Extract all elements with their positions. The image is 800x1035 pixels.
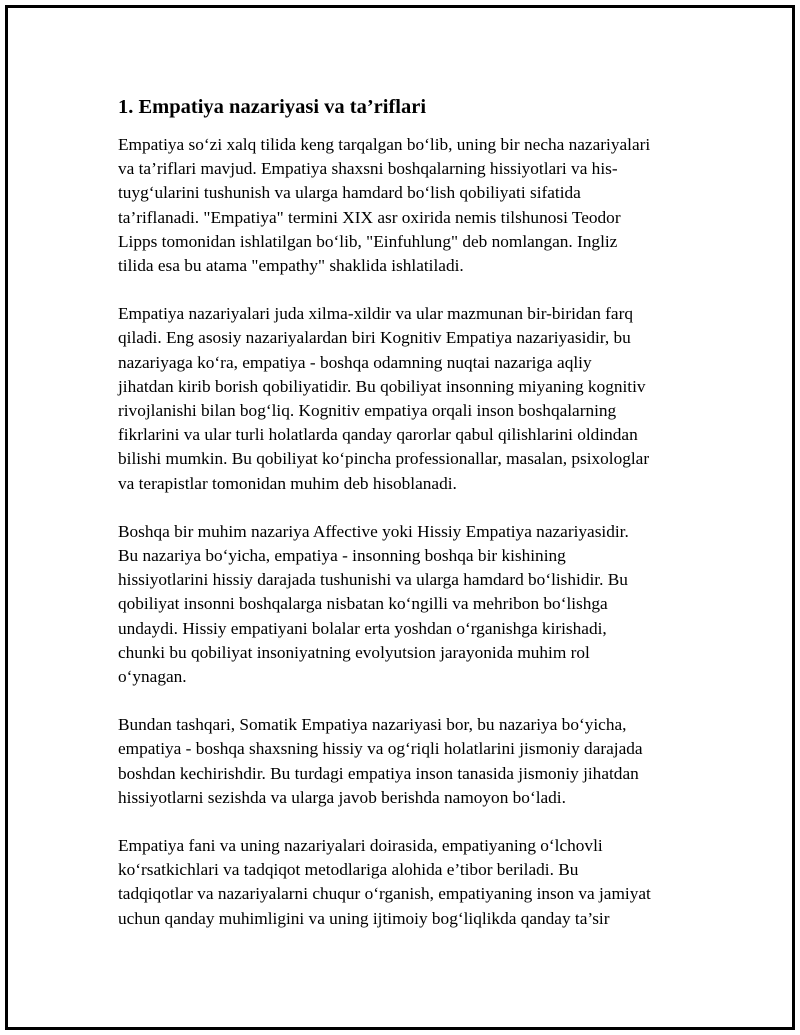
text-line: Empatiya nazariyalari juda xilma-xildir va ular mazmunan bir-biridan farq bbox=[118, 304, 634, 324]
text-line: fikrlarini va ular turli holatlarda qanday qarorlar qabul qilishlarini oldindan bbox=[118, 425, 638, 445]
section-heading: 1. Empatiya nazariyasi va ta’riflari bbox=[118, 96, 427, 118]
text-line: uchun qanday muhimligini va uning ijtimoiy bog‘liqlikda qanday ta’sir bbox=[118, 908, 610, 928]
text-line: tadqiqotlar va nazariyalarni chuqur o‘rganish, empatiyaning inson va jamiyat bbox=[118, 884, 651, 904]
text-line: Lipps tomonidan ishlatilgan bo‘lib, "Einfuhlung" deb nomlangan. Ingliz bbox=[118, 231, 618, 251]
text-line: ko‘rsatkichlari va tadqiqot metodlariga alohida e’tibor beriladi. Bu bbox=[118, 860, 579, 880]
text-line: Empatiya fani va uning nazariyalari doirasida, empatiyaning o‘lchovli bbox=[118, 836, 603, 856]
text-line: Bu nazariya bo‘yicha, empatiya - insonning boshqa bir kishining bbox=[118, 546, 566, 566]
text-line: empatiya - boshqa shaxsning hissiy va og‘riqli holatlarini jismoniy darajada bbox=[118, 739, 643, 759]
text-line: chunki bu qobiliyat insoniyatning evolyutsion jarayonida muhim rol bbox=[118, 642, 590, 662]
text-line: qobiliyat insonni boshqalarga nisbatan ko‘ngilli va mehribon bo‘lishga bbox=[118, 594, 608, 614]
text-line: Bundan tashqari, Somatik Empatiya nazariyasi bor, bu nazariya bo‘yicha, bbox=[118, 715, 627, 735]
paragraph bbox=[118, 713, 686, 810]
text-line: tuyg‘ularini tushunish va ularga hamdard bo‘lish qobiliyati sifatida bbox=[118, 183, 581, 203]
text-line: va ta’riflari mavjud. Empatiya shaxsni boshqalarning hissiyotlari va his- bbox=[118, 159, 618, 179]
text-line: rivojlanishi bilan bog‘liq. Kognitiv empatiya orqali inson boshqalarning bbox=[118, 401, 617, 421]
document-body bbox=[118, 94, 686, 955]
paragraph bbox=[118, 133, 686, 278]
text-line: jihatdan kirib borish qobiliyatidir. Bu qobiliyat insonning miyaning kognitiv bbox=[118, 376, 646, 396]
text-line: va terapistlar tomonidan muhim deb hisoblanadi. bbox=[118, 473, 457, 493]
text-line: bilishi mumkin. Bu qobiliyat ko‘pincha professionallar, masalan, psixologlar bbox=[118, 449, 650, 469]
text-line: boshdan kechirishdir. Bu turdagi empatiya inson tanasida jismoniy jihatdan bbox=[118, 763, 639, 783]
paragraph bbox=[118, 834, 686, 931]
paragraph-container bbox=[118, 133, 686, 931]
text-line: nazariyaga ko‘ra, empatiya - boshqa odamning nuqtai nazariga aqliy bbox=[118, 352, 592, 372]
text-line: tilida esa bu atama "empathy" shaklida ishlatiladi. bbox=[118, 256, 464, 276]
text-line: ta’riflanadi. "Empatiya" termini XIX asr oxirida nemis tilshunosi Teodor bbox=[118, 207, 621, 227]
text-line: qiladi. Eng asosiy nazariyalardan biri Kognitiv Empatiya nazariyasidir, bu bbox=[118, 328, 631, 348]
text-line: hissiyotlarni sezishda va ularga javob berishda namoyon bo‘ladi. bbox=[118, 787, 566, 807]
text-line: undaydi. Hissiy empatiyani bolalar erta yoshdan o‘rganishga kirishadi, bbox=[118, 618, 607, 638]
paragraph bbox=[118, 520, 686, 689]
text-line: Empatiya so‘zi xalq tilida keng tarqalgan bo‘lib, uning bir necha nazariyalari bbox=[118, 135, 651, 154]
paragraph bbox=[118, 302, 686, 496]
text-line: hissiyotlarini hissiy darajada tushunishi va ularga hamdard bo‘lishidir. Bu bbox=[118, 570, 628, 590]
text-line: o‘ynagan. bbox=[118, 667, 187, 687]
text-line: Boshqa bir muhim nazariya Affective yoki Hissiy Empatiya nazariyasidir. bbox=[118, 521, 629, 541]
